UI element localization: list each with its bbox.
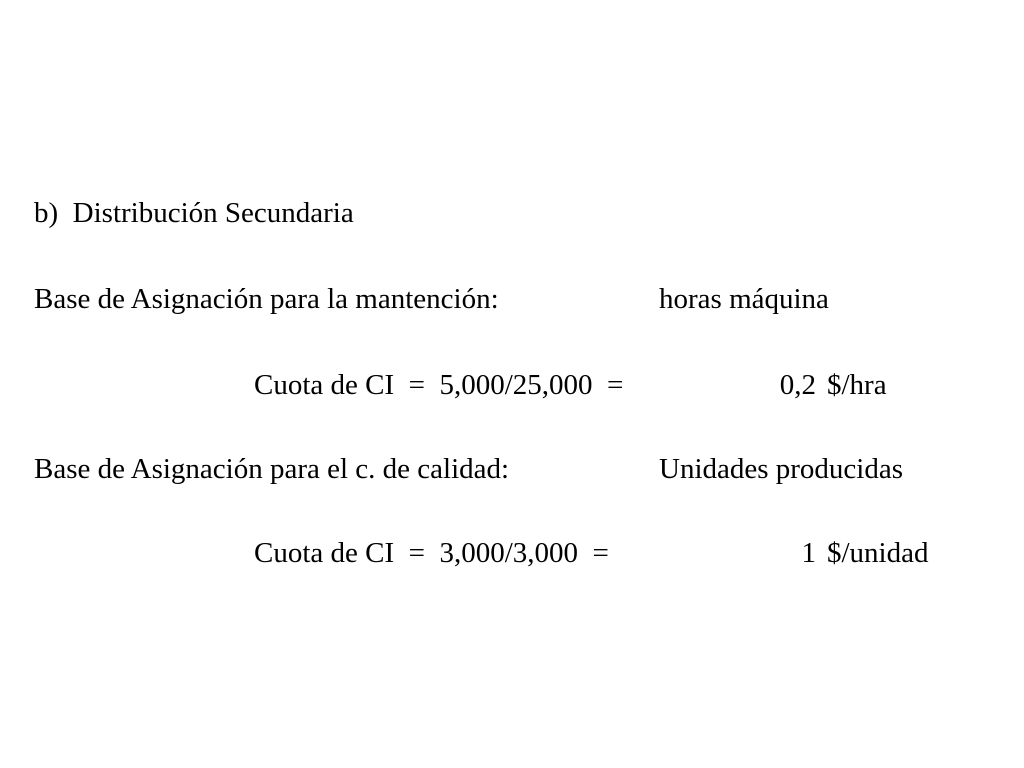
calidad-cuota-unit: $/unidad bbox=[827, 537, 929, 569]
calidad-base-label: Base de Asignación para el c. de calidad: bbox=[34, 453, 510, 485]
section-heading: b) Distribución Secundaria bbox=[34, 197, 354, 229]
mantencion-base-value: horas máquina bbox=[659, 283, 829, 315]
mantencion-cuota-unit: $/hra bbox=[827, 369, 887, 401]
mantencion-base-label: Base de Asignación para la mantención: bbox=[34, 283, 499, 315]
calidad-cuota-expression: Cuota de CI = 3,000/3,000 = bbox=[254, 537, 609, 569]
calidad-cuota-value: 1 bbox=[801, 537, 816, 569]
mantencion-cuota-expression: Cuota de CI = 5,000/25,000 = bbox=[254, 369, 624, 401]
mantencion-cuota-value: 0,2 bbox=[779, 369, 816, 401]
calidad-base-value: Unidades producidas bbox=[659, 453, 904, 485]
